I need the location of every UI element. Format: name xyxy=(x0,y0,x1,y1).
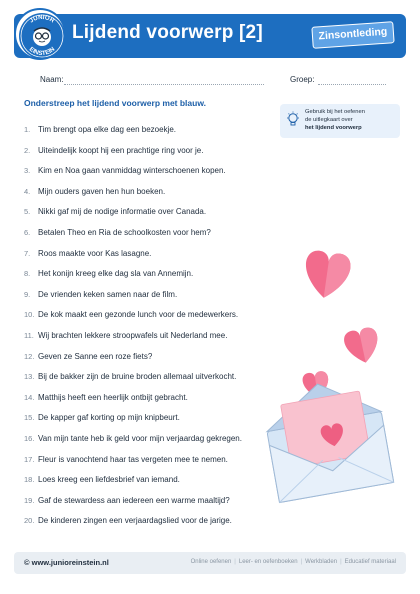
junior-einstein-logo xyxy=(14,8,66,60)
sentence-text[interactable]: Bij de bakker zijn de bruine broden allemaal uitverkocht. xyxy=(38,372,237,382)
sentence-number: 12. xyxy=(24,351,35,361)
sentence-number: 3. xyxy=(24,166,31,176)
sentence-text[interactable]: Matthijs heeft een heerlijk ontbijt gebracht. xyxy=(38,392,188,402)
sentence-number: 19. xyxy=(24,495,35,505)
footer-link-online-oefenen[interactable]: Online oefenen xyxy=(190,559,232,565)
sentence-text[interactable]: Wij brachten lekkere stroopwafels uit Nederland mee. xyxy=(38,331,228,340)
sentence-text[interactable]: Van mijn tante heb ik geld voor mijn verjaardag gekregen. xyxy=(38,434,242,443)
footer-bar xyxy=(14,552,406,574)
name-label: Naam: xyxy=(40,75,64,84)
logo-text-top: JUNIOR xyxy=(28,13,56,25)
sentence-number: 13. xyxy=(24,372,35,382)
sentence-text[interactable]: De vrienden keken samen naar de film. xyxy=(38,289,178,299)
sentence-text[interactable]: De kapper gaf korting op mijn knipbeurt. xyxy=(38,413,180,423)
sentence-number: 4. xyxy=(24,186,31,196)
sentence-text[interactable]: De kok maakt een gezonde lunch voor de medewerkers. xyxy=(38,310,239,320)
group-label: Groep: xyxy=(290,75,315,84)
category-badge: Zinsontleding xyxy=(311,21,394,49)
page-title: Lijdend voorwerp [2] xyxy=(72,22,263,43)
sentence-number: 6. xyxy=(24,228,31,237)
sentence-text[interactable]: Het konijn kreeg elke dag sla van Annemijn. xyxy=(38,269,194,279)
sentence-number: 14. xyxy=(24,392,35,402)
sentence-number: 1. xyxy=(24,125,31,134)
heart-icon xyxy=(342,326,382,366)
envelope-icon xyxy=(260,374,393,502)
footer-link-educatief-materiaal[interactable]: Educatief materiaal xyxy=(344,559,396,565)
sentence-text[interactable]: Loes kreeg een liefdesbrief van iemand. xyxy=(38,475,180,485)
tip-line-2: de uitlegkaart over xyxy=(305,117,353,124)
sentence-text[interactable]: Betalen Theo en Ria de schoolkosten voor hem? xyxy=(38,228,211,237)
sentence-text[interactable]: Nikki gaf mij de nodige informatie over Canada. xyxy=(38,207,207,217)
sentence-text[interactable]: Fleur is vanochtend haar tas vergeten mee te nemen. xyxy=(38,454,228,464)
footer-url[interactable]: © www.junioreinstein.nl xyxy=(24,558,109,567)
sentence-text[interactable]: Tim brengt opa elke dag een bezoekje. xyxy=(38,125,177,134)
sentence-number: 11. xyxy=(24,331,34,340)
sentence-number: 9. xyxy=(24,289,31,299)
sentence-number: 5. xyxy=(24,207,31,217)
tip-line-1: Gebruik bij het oefenen xyxy=(305,109,365,115)
heart-icon xyxy=(302,249,353,301)
tip-line-3: het lijdend voorwerp xyxy=(305,125,362,132)
sentence-number: 2. xyxy=(24,145,31,155)
sentence-number: 18. xyxy=(24,475,35,485)
footer-link-werkbladen[interactable]: Werkbladen xyxy=(305,559,338,565)
footer-link-leer-oefenboeken[interactable]: Leer- en oefenboeken xyxy=(238,559,298,565)
instruction: Onderstreep het lijdend voorwerp met blauw. xyxy=(24,98,206,108)
sentence-number: 7. xyxy=(24,248,31,258)
sentence-text[interactable]: Roos maakte voor Kas lasagne. xyxy=(38,248,152,258)
sentence-number: 15. xyxy=(24,413,35,423)
sentence-number: 8. xyxy=(24,269,31,279)
sentence-number: 17. xyxy=(24,454,35,464)
footer-links: Online oefenen | Leer- en oefenboeken | Werkbladen | Educatief materiaal xyxy=(190,559,396,565)
sentence-number: 16. xyxy=(24,434,35,443)
sentence-text[interactable]: Gaf de stewardess aan iedereen een warme maaltijd? xyxy=(38,495,230,505)
sentence-text[interactable]: Geven ze Sanne een roze fiets? xyxy=(38,351,153,361)
sentence-text[interactable]: Mijn ouders gaven hen hun boeken. xyxy=(38,186,166,196)
logo-text-bottom: EINSTEIN xyxy=(27,45,57,58)
sentence-number: 20. xyxy=(24,516,35,526)
sentence-number: 10. xyxy=(24,310,35,320)
sentence-text[interactable]: Uiteindelijk koopt hij een prachtige ring voor je. xyxy=(38,145,204,155)
sentence-text[interactable]: Kim en Noa gaan vanmiddag winterschoenen kopen. xyxy=(38,166,226,176)
sentence-text[interactable]: De kinderen zingen een verjaardagslied voor de jarige. xyxy=(38,516,232,526)
